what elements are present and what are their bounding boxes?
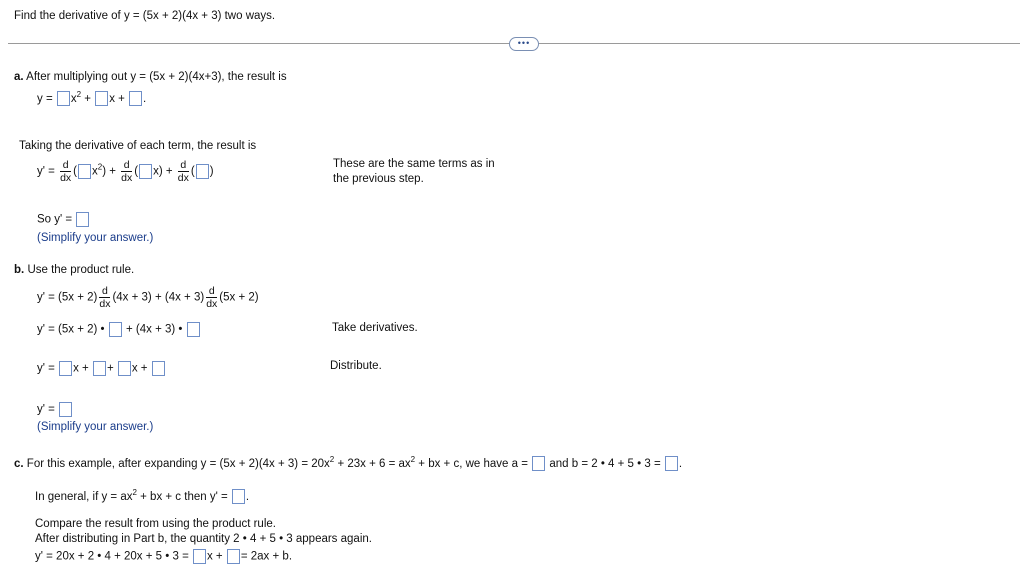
y-eq-label: y =	[37, 92, 53, 105]
exponent: 2	[132, 488, 137, 497]
deriv-5x2-input[interactable]	[187, 322, 200, 337]
so-yprime-label: So y' =	[37, 213, 73, 226]
part-a-answer-input[interactable]	[76, 212, 89, 227]
exponent: 2	[97, 162, 103, 172]
dist-const1-input[interactable]	[93, 361, 106, 376]
d-numerator: d	[206, 285, 217, 298]
after-distributing-text: After distributing in Part b, the quantity 2 • 4 + 5 • 3 appears again.	[35, 533, 372, 545]
d-numerator: d	[121, 159, 132, 172]
d-numerator: d	[60, 159, 71, 172]
line1-c: (5x + 2)	[219, 291, 259, 304]
line2-a: y' = (5x + 2) •	[37, 323, 105, 336]
period: .	[678, 457, 683, 470]
deriv-coef-x-input[interactable]	[139, 164, 152, 179]
final-coef-input[interactable]	[193, 549, 206, 564]
sentence-a: For this example, after expanding y = (5x + 2)(4x + 3) = 20x	[26, 457, 330, 470]
question-prompt: Find the derivative of y = (5x + 2)(4x + 3) two ways.	[14, 10, 276, 22]
line4-label: y' =	[37, 403, 55, 416]
paren-open: (	[134, 165, 139, 178]
simplify-note-b: (Simplify your answer.)	[37, 421, 154, 433]
dx-denominator: dx	[121, 172, 133, 184]
sentence-c: + bx + c, we have a =	[415, 457, 528, 470]
take-derivatives-row	[37, 322, 201, 337]
ddx-fraction	[206, 285, 217, 310]
general-row	[35, 488, 249, 504]
part-a-intro	[14, 71, 287, 83]
final-b: x +	[206, 550, 223, 563]
and-b-label: and b = 2 • 4 + 5 • 3 =	[549, 457, 661, 470]
distribute-note: Distribute.	[330, 360, 382, 372]
deriv-constant-input[interactable]	[196, 164, 209, 179]
part-a-expansion-row	[37, 90, 146, 106]
b-value-input[interactable]	[665, 456, 678, 471]
plus-label: +	[81, 92, 95, 105]
paren-close: )	[209, 165, 214, 178]
line3-a: y' =	[37, 362, 55, 375]
close-plus-label: ) +	[102, 165, 116, 178]
dist-coef1-input[interactable]	[59, 361, 72, 376]
dist-const2-input[interactable]	[152, 361, 165, 376]
dx-denominator: dx	[177, 172, 189, 184]
paren-open: (	[73, 165, 77, 178]
x-close-plus-label: x) +	[153, 165, 173, 178]
dx-denominator: dx	[206, 298, 218, 310]
part-c-letter: c.	[14, 457, 24, 470]
distribute-row	[37, 361, 166, 376]
take-derivatives-note: Take derivatives.	[332, 322, 418, 334]
deriv-4x3-input[interactable]	[109, 322, 122, 337]
part-a-intro-text: After multiplying out y = (5x + 2)(4x+3), the result is	[26, 71, 287, 83]
dx-denominator: dx	[99, 298, 111, 310]
general-a: In general, if y = ax	[35, 490, 133, 503]
d-numerator: d	[178, 159, 189, 172]
part-b-answer-row	[37, 402, 73, 417]
exponent: 2	[329, 455, 335, 464]
d-numerator: d	[99, 285, 110, 298]
part-b-intro	[14, 264, 134, 276]
derivative-terms-row	[37, 159, 214, 184]
final-c: = 2ax + b.	[240, 550, 293, 563]
a-value-input[interactable]	[532, 456, 545, 471]
ddx-fraction	[60, 159, 71, 184]
exponent: 2	[76, 90, 82, 99]
sentence-b: + 23x + 6 = ax	[334, 457, 411, 470]
ddx-fraction	[121, 159, 132, 184]
same-terms-note-1: These are the same terms as in	[333, 158, 495, 170]
coef-x2-input[interactable]	[57, 91, 70, 106]
part-b-letter: b.	[14, 264, 25, 276]
x-plus-label: x +	[73, 362, 89, 375]
more-options-button[interactable]: •••	[509, 37, 539, 51]
general-b: + bx + c then y' =	[136, 490, 228, 503]
yprime-eq-label: y' =	[37, 165, 55, 178]
dx-denominator: dx	[60, 172, 72, 184]
x-plus-label: x +	[109, 92, 129, 105]
line1-a: y' = (5x + 2)	[37, 291, 98, 304]
final-const-input[interactable]	[227, 549, 240, 564]
part-c-sentence	[14, 455, 682, 471]
part-a-letter: a.	[14, 71, 24, 83]
part-b-intro-text: Use the product rule.	[27, 264, 135, 276]
deriv-intro: Taking the derivative of each term, the result is	[19, 140, 257, 152]
simplify-note-a: (Simplify your answer.)	[37, 232, 154, 244]
deriv-coef-x2-input[interactable]	[78, 164, 91, 179]
part-b-answer-input[interactable]	[59, 402, 72, 417]
paren-open: (	[190, 165, 195, 178]
line1-b: (4x + 3) + (4x + 3)	[112, 291, 205, 304]
exponent: 2	[410, 455, 416, 464]
compare-text: Compare the result from using the product rule.	[35, 518, 276, 530]
dist-coef2-input[interactable]	[118, 361, 131, 376]
same-terms-note-2: the previous step.	[333, 173, 424, 185]
general-derivative-input[interactable]	[232, 489, 245, 504]
constant-input[interactable]	[129, 91, 142, 106]
ddx-fraction	[178, 159, 189, 184]
so-yprime-row	[37, 212, 90, 227]
period: .	[143, 92, 147, 105]
ddx-fraction	[99, 285, 110, 310]
x2-label: x	[70, 92, 77, 105]
product-rule-line	[37, 285, 259, 310]
final-a: y' = 20x + 2 • 4 + 20x + 5 • 3 =	[35, 550, 189, 563]
final-row	[35, 549, 292, 564]
plus-label: +	[106, 362, 114, 375]
period: .	[245, 490, 250, 503]
x-plus-label: x +	[131, 362, 148, 375]
x2-label: x	[92, 165, 98, 178]
coef-x-input[interactable]	[95, 91, 108, 106]
line2-b: + (4x + 3) •	[126, 323, 183, 336]
